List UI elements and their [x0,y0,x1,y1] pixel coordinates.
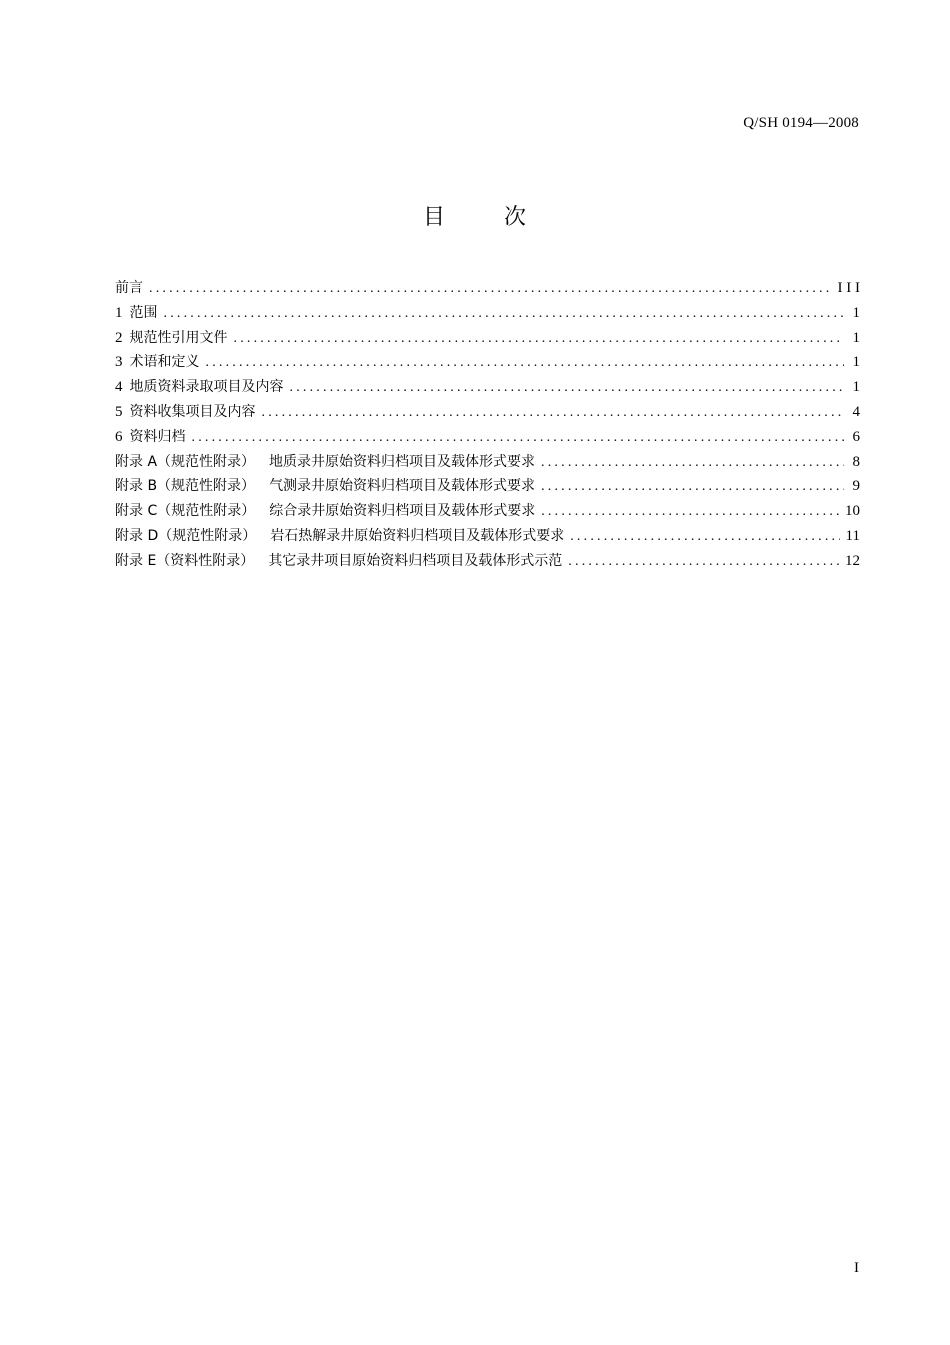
toc-title-part1: 目 [422,205,446,230]
toc-entry-page: 1 [852,354,860,371]
toc-title-part2: 次 [504,205,528,230]
toc-entry-number: 附录 E（资料性附录） [115,552,255,569]
toc-entry-label: 附录 E（资料性附录） 其它录井项目原始资料归档项目及载体形式示范 [115,552,563,569]
dot-leader [149,281,832,297]
toc-entry-appendix-b[interactable] [115,475,860,500]
toc-entry-label: 4 地质资料录取项目及内容 [115,379,284,396]
toc-entry-3[interactable] [115,351,860,376]
toc-entry-label: 1 范围 [115,304,158,321]
toc-entry-5[interactable] [115,401,860,426]
toc-entry-number: 1 [115,304,123,321]
toc-entry-appendix-d[interactable] [115,525,860,550]
toc-entry-page: 11 [845,527,860,544]
toc-entry-page: 8 [852,453,860,470]
toc-entry-label: 附录 D（规范性附录） 岩石热解录井原始资料归档项目及载体形式要求 [115,527,565,544]
toc-entry-number: 5 [115,403,123,420]
toc-entry-number: 4 [115,379,123,396]
toc-entry-number: 2 [115,329,123,346]
dot-leader [568,554,839,570]
toc-entry-number: 附录 C（规范性附录） [115,503,256,520]
standard-code: Q/SH 0194—2008 [743,115,859,131]
toc-entry-label: 附录 C（规范性附录） 综合录井原始资料归档项目及载体形式要求 [115,503,536,520]
toc-entry-label: 5 资料收集项目及内容 [115,403,256,420]
toc-entry-number: 附录 B（规范性附录） [115,478,256,495]
table-of-contents [115,277,860,575]
dot-leader [262,405,845,421]
dot-leader [234,331,845,347]
toc-entry-page: 1 [852,329,860,346]
toc-entry-number: 附录 D（规范性附录） [115,527,257,544]
toc-entry-page: 4 [852,403,860,420]
toc-entry-page: 1 [852,379,860,396]
page-number: I [854,1260,859,1276]
toc-entry-label: 2 规范性引用文件 [115,329,228,346]
toc-entry-number: 附录 A（规范性附录） [115,453,256,470]
toc-entry-page: 12 [845,552,860,569]
toc-entry-page: 6 [852,428,860,445]
toc-entry-page: 10 [845,503,860,520]
dot-leader [541,479,844,495]
toc-entry-label: 附录 B（规范性附录） 气测录井原始资料归档项目及载体形式要求 [115,478,536,495]
toc-entry-page: 1 [852,304,860,321]
toc-entry-6[interactable] [115,426,860,451]
dot-leader [570,529,839,545]
toc-entry-label: 6 资料归档 [115,428,186,445]
toc-entry-page: I I I [837,280,860,296]
toc-entry-label: 前言 [115,280,143,296]
toc-entry-2[interactable] [115,327,860,352]
toc-entry-label: 3 术语和定义 [115,354,200,371]
toc-entry-appendix-e[interactable] [115,550,860,575]
toc-title [0,200,950,231]
toc-entry-foreword[interactable] [115,277,860,302]
toc-entry-appendix-a[interactable] [115,451,860,476]
toc-entry-1[interactable] [115,302,860,327]
dot-leader [192,430,845,446]
dot-leader [541,455,844,471]
toc-entry-4[interactable] [115,376,860,401]
dot-leader [206,355,845,371]
toc-entry-label: 附录 A（规范性附录） 地质录井原始资料归档项目及载体形式要求 [115,453,536,470]
dot-leader [164,306,845,322]
toc-entry-number: 3 [115,354,123,371]
toc-entry-appendix-c[interactable] [115,500,860,525]
toc-entry-page: 9 [852,478,860,495]
dot-leader [541,504,839,520]
toc-entry-number: 6 [115,428,123,445]
dot-leader [290,380,845,396]
